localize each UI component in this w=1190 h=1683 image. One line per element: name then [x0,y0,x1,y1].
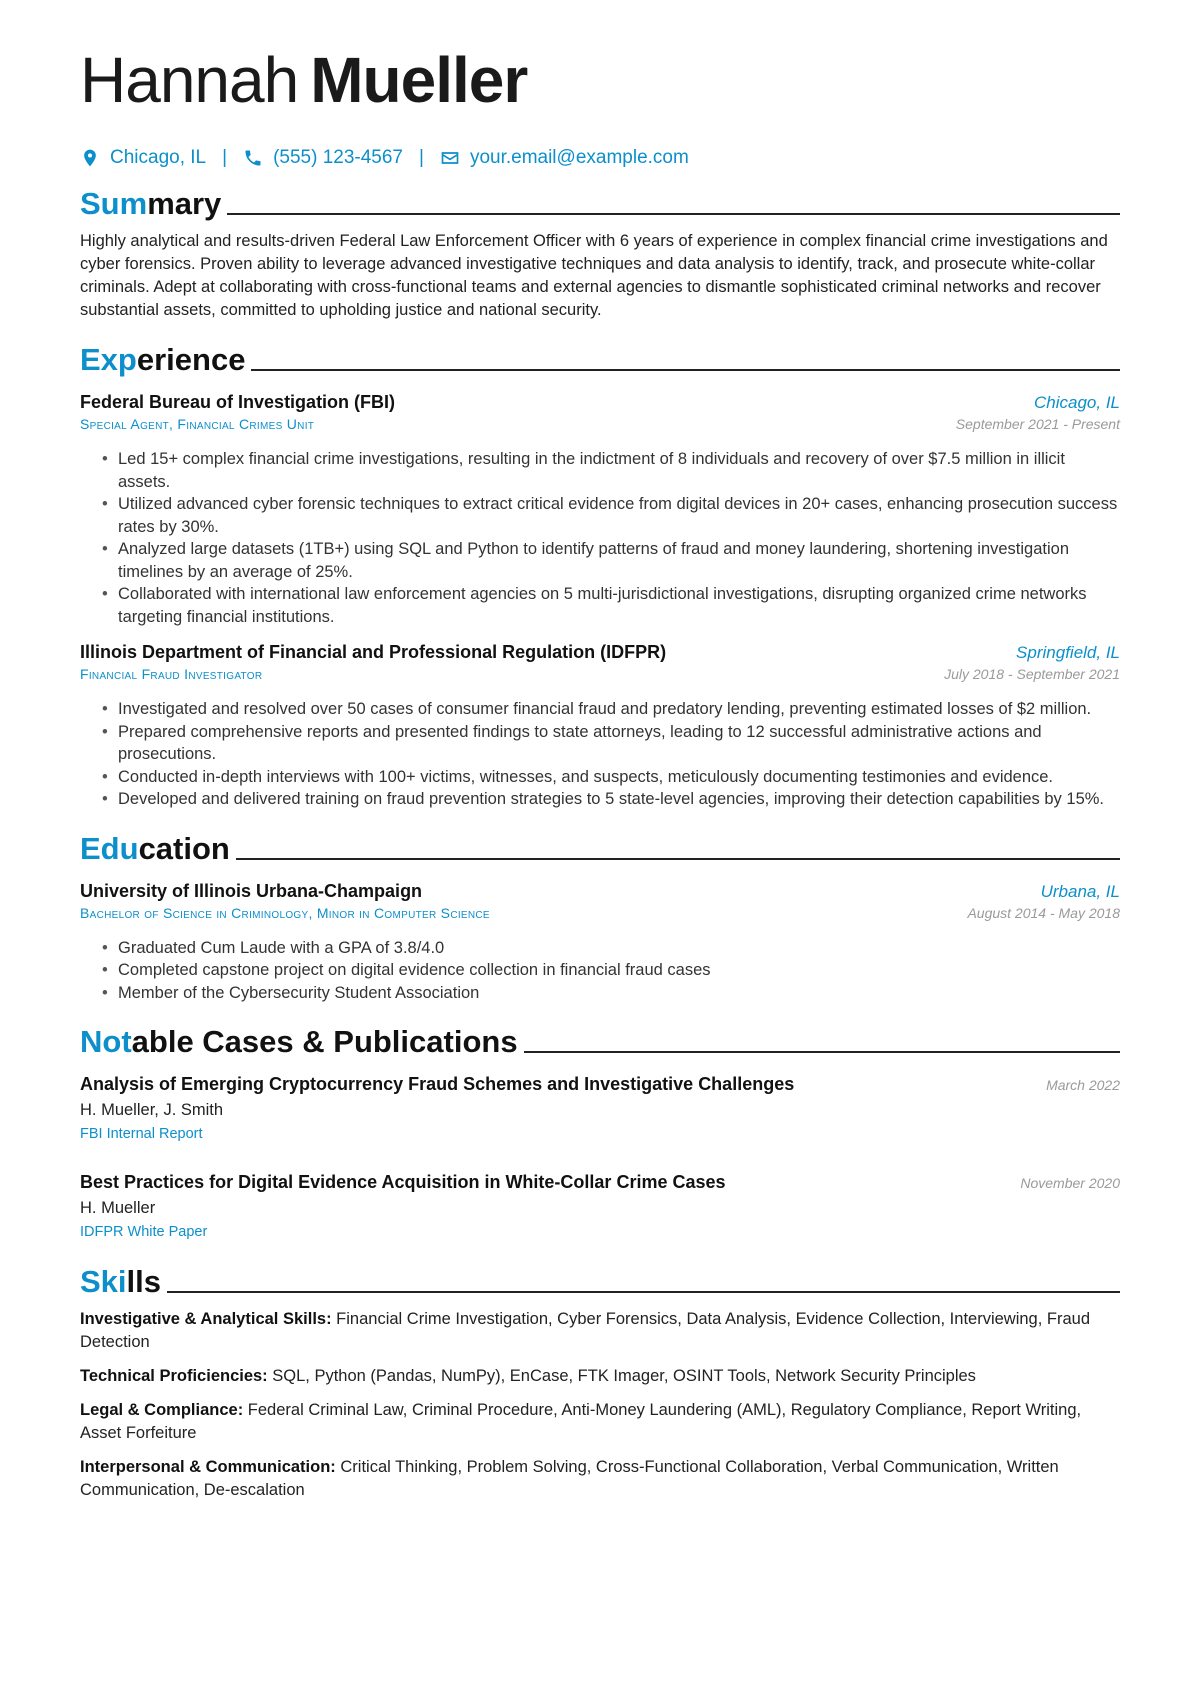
job-dates: July 2018 - September 2021 [944,666,1120,682]
skill-label: Technical Proficiencies: [80,1367,268,1385]
section-rule [251,369,1120,371]
section-rule [167,1291,1120,1293]
publication-title: Analysis of Emerging Cryptocurrency Fraud Schemes and Investigative Challenges [80,1074,795,1094]
bullet-item: • Collaborated with international law enforcement agencies on 5 multi-jurisdictional investigations, disrupting organized crime networks targeting financial institutions. [102,583,1120,628]
bullet-item: • Graduated Cum Laude with a GPA of 3.8/4.0 [102,937,1120,960]
contact-separator: | [419,147,424,168]
school-dates: August 2014 - May 2018 [967,904,1120,921]
bullet-item: • Prepared comprehensive reports and presented findings to state attorneys, leading to 12 successful administrative actions and prosecutions. [102,721,1120,766]
skill-label: Investigative & Analytical Skills: [80,1310,332,1328]
employer-name: Illinois Department of Financial and Professional Regulation (IDFPR) [80,642,667,662]
last-name: Mueller [310,44,528,116]
bullet-list [102,937,1120,1005]
bullet-item: • Conducted in-depth interviews with 100+ victims, witnesses, and suspects, meticulously documenting testimonies and evidence. [102,766,1120,789]
bullet-item: • Utilized advanced cyber forensic techniques to extract critical evidence from digital devices in 20+ cases, enhancing prosecution success rates by 30%. [102,493,1120,538]
job-location: Springfield, IL [1016,643,1120,662]
email-text: your.email@example.com [469,147,689,168]
publication-title: Best Practices for Digital Evidence Acquisition in White-Collar Crime Cases [80,1172,726,1192]
school-location: Urbana, IL [1040,881,1120,901]
skill-group [80,1365,1120,1388]
education-entry [80,881,1120,1005]
candidate-name [80,40,1120,120]
bullet-item: • Led 15+ complex financial crime investigations, resulting in the indictment of 8 individuals and recovery of over $7.5 million in illicit assets. [102,448,1120,493]
skill-values: Federal Criminal Law, Criminal Procedure, Anti-Money Laundering (AML), Regulatory Compliance, Report Writing, Asset Forfeiture [80,1401,1082,1442]
bullet-item: • Analyzed large datasets (1TB+) using SQL and Python to identify patterns of fraud and money laundering, shortening investigation timelines by an average of 25%. [102,538,1120,583]
envelope-icon [440,148,460,168]
summary-text: Highly analytical and results-driven Federal Law Enforcement Officer with 6 years of experience in complex financial crime investigations and cyber forensics. Proven ability to leverage advanced investigative techniques and data analysis to identify, track, and prosecute white-collar criminals. Adept at collaborating with cross-functional teams and external agencies to dismantle sophisticated criminal networks and recover substantial assets, committed to upholding justice and national security. [80,232,1108,319]
publication-authors: H. Mueller [80,1199,156,1217]
bullet-item: • Completed capstone project on digital evidence collection in financial fraud cases [102,959,1120,982]
phone-icon [243,148,263,168]
publication-venue: FBI Internal Report [80,1126,203,1142]
section-rule [227,213,1120,215]
job-location: Chicago, IL [1034,393,1120,412]
location-text: Chicago, IL [110,147,207,168]
publication-date: November 2020 [1020,1175,1120,1191]
section-heading-skills: Skills [80,1264,1120,1300]
employer-name: Federal Bureau of Investigation (FBI) [80,392,396,412]
publication-date: March 2022 [1046,1077,1120,1093]
job-title: Special Agent, Financial Crimes Unit [80,416,315,432]
contact-phone[interactable] [243,147,403,169]
map-pin-icon [80,148,100,168]
experience-entry [80,392,1120,628]
skill-label: Legal & Compliance: [80,1401,244,1419]
publication-entry [80,1074,1120,1142]
degree: Bachelor of Science in Criminology, Minor in Computer Science [80,904,490,921]
contact-bar [80,144,1120,172]
phone-text: (555) 123-4567 [273,147,403,168]
publication-authors: H. Mueller, J. Smith [80,1101,224,1119]
experience-entry [80,642,1120,811]
section-rule [524,1051,1120,1053]
contact-location [80,147,206,169]
job-dates: September 2021 - Present [955,416,1120,432]
skill-values: Financial Crime Investigation, Cyber Forensics, Data Analysis, Evidence Collection, Interviewing, Fraud Detection [80,1310,1090,1351]
section-rule [236,858,1120,860]
bullet-list [102,448,1120,628]
bullet-item: • Developed and delivered training on fraud prevention strategies to 5 state-level agencies, improving their detection capabilities by 15%. [102,788,1120,811]
skill-group [80,1456,1120,1502]
section-heading-experience: Experience [80,342,1120,378]
section-heading-education: Education [80,831,1120,867]
job-title: Financial Fraud Investigator [80,666,263,682]
publication-entry [80,1172,1120,1240]
bullet-item: • Investigated and resolved over 50 cases of consumer financial fraud and predatory lending, preventing estimated losses of $2 million. [102,698,1120,721]
section-heading-summary: Summary [80,186,1120,222]
first-name: Hannah [80,44,299,116]
skill-values: SQL, Python (Pandas, NumPy), EnCase, FTK Imager, OSINT Tools, Network Security Principles [272,1367,976,1385]
skill-group [80,1308,1120,1354]
bullet-item: • Member of the Cybersecurity Student Association [102,982,1120,1005]
publication-venue: IDFPR White Paper [80,1224,208,1240]
bullet-list [102,698,1120,811]
skill-group [80,1399,1120,1445]
school-name: University of Illinois Urbana-Champaign [80,880,423,901]
skill-label: Interpersonal & Communication: [80,1458,336,1476]
skill-values: Critical Thinking, Problem Solving, Cross-Functional Collaboration, Verbal Communication, Written Communication, De-escalation [80,1458,1059,1499]
resume-page [80,40,1120,1502]
section-heading-publications: Notable Cases & Publications [80,1024,1120,1060]
contact-email[interactable] [440,147,689,169]
contact-separator: | [222,147,228,168]
